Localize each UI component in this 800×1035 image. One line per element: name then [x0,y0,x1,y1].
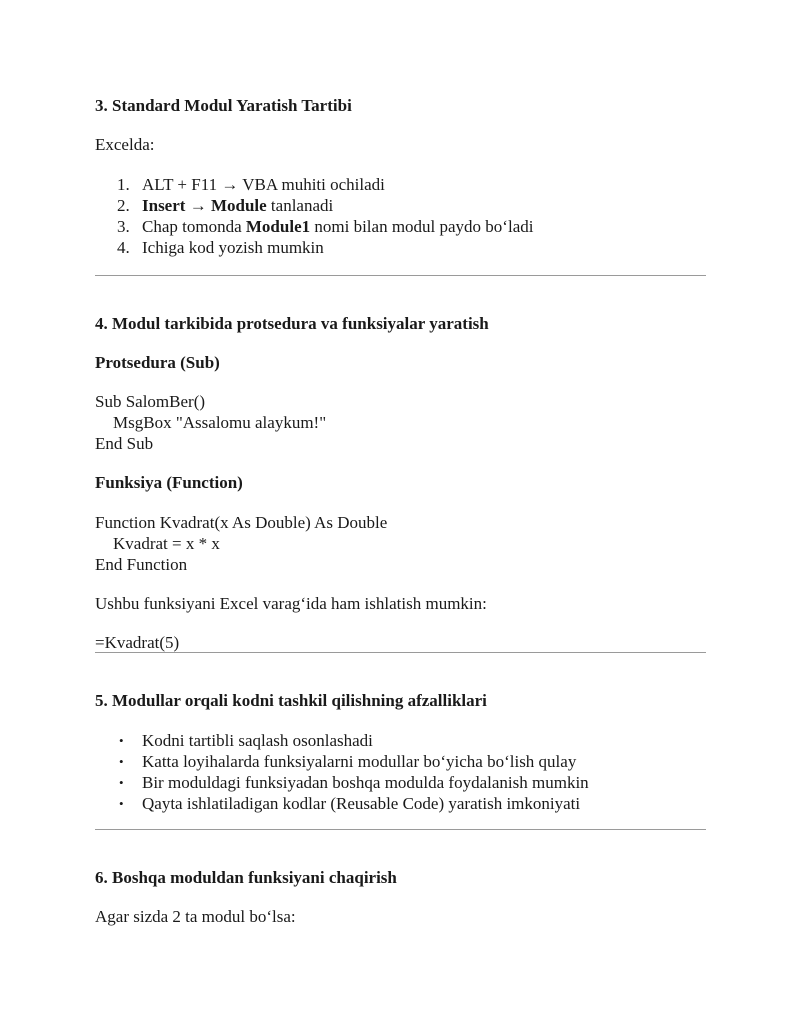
step-text-part: Chap tomonda [142,217,246,236]
bullet-icon: • [119,796,124,811]
bullet-item [95,793,706,814]
step-text-part: tanlanadi [266,196,334,215]
step-text-bold: Module1 [245,217,311,236]
step-text [142,217,533,236]
section-4-heading: 4. Modul tarkibida protsedura va funksiyalar yaratish [95,314,489,333]
step-text [142,238,324,257]
bullet-item [95,772,706,793]
step-number: 1. [117,175,130,194]
divider [95,275,706,276]
bullet-text: Katta loyihalarda funksiyalarni modullar bo‘yicha bo‘lish qulay [142,752,577,771]
formula-text: =Kvadrat(5) [95,633,180,652]
code-line: Function Kvadrat(x As Double) As Double [95,513,388,532]
bullet-icon: • [119,754,124,769]
bullet-text: Bir moduldagi funksiyadan boshqa modulda foydalanish mumkin [142,773,589,792]
code-line: Sub SalomBer() [95,392,206,411]
divider [95,829,706,830]
code-line: End Sub [95,434,154,453]
step-text [142,175,385,194]
divider [95,652,706,653]
bullet-icon: • [119,775,124,790]
step-number: 4. [117,238,130,257]
section-5-heading: 5. Modullar orqali kodni tashkil qilishning afzalliklari [95,691,487,710]
section-3-steps [95,174,706,258]
bullet-text: Qayta ishlatiladigan kodlar (Reusable Code) yaratish imkoniyati [142,794,581,813]
bullet-item [95,730,706,751]
usage-text: Ushbu funksiyani Excel varag‘ida ham ishlatish mumkin: [95,594,487,613]
step-text-bold: Insert → Module [142,196,267,215]
step-item [95,216,706,237]
step-item [95,237,706,258]
step-item [95,174,706,195]
bullet-icon: • [119,733,124,748]
step-text-part: Ichiga kod yozish mumkin [142,238,324,257]
sub-code-block [95,391,326,454]
function-heading: Funksiya (Function) [95,473,243,492]
bullet-text: Kodni tartibli saqlash osonlashadi [142,731,373,750]
code-line: Kvadrat = x * x [113,534,220,553]
code-line: End Function [95,555,188,574]
section-3-heading: 3. Standard Modul Yaratish Tartibi [95,96,352,115]
section-6-intro: Agar sizda 2 ta modul bo‘lsa: [95,907,296,926]
bullet-item [95,751,706,772]
step-text [142,196,333,215]
section-3-intro: Excelda: [95,135,155,154]
step-text-part: ALT + F11 → VBA muhiti ochiladi [142,175,385,194]
sub-heading: Protsedura (Sub) [95,353,220,372]
step-item [95,195,706,216]
step-number: 3. [117,217,130,236]
section-6-heading: 6. Boshqa moduldan funksiyani chaqirish [95,868,397,887]
function-code-block [95,512,387,575]
step-number: 2. [117,196,130,215]
section-5-bullets [95,730,706,814]
code-line: MsgBox "Assalomu alaykum!" [113,413,327,432]
step-text-part: nomi bilan modul paydo bo‘ladi [310,217,534,236]
